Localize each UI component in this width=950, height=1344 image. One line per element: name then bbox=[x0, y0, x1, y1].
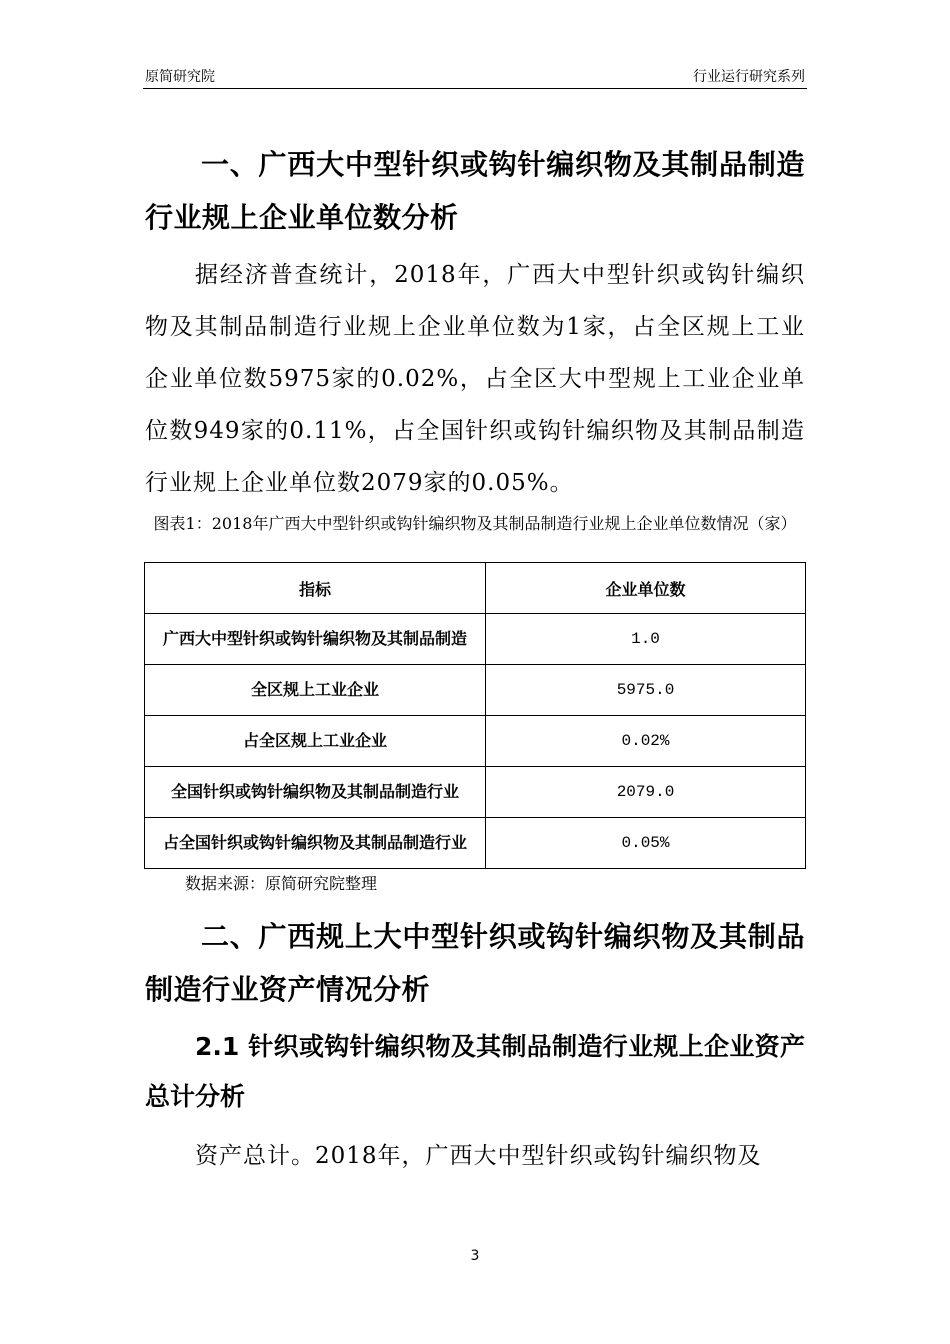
table-row bbox=[145, 818, 806, 869]
row-value: 0.02% bbox=[486, 716, 806, 767]
row-label: 全区规上工业企业 bbox=[145, 665, 486, 716]
section-1-paragraph: 据经济普查统计，2018年，广西大中型针织或钩针编织物及其制品制造行业规上企业单位数为1家，占全区规上工业企业单位数5975家的0.02%，占全区大中型规上工业企业单位数949家的0.11%，占全国针织或钩针编织物及其制品制造行业规上企业单位数2079家的0.05%。 bbox=[145, 262, 805, 496]
header-divider bbox=[143, 88, 807, 89]
row-label: 广西大中型针织或钩针编织物及其制品制造 bbox=[145, 614, 486, 665]
row-label: 全国针织或钩针编织物及其制品制造行业 bbox=[145, 767, 486, 818]
table-header-row bbox=[145, 563, 806, 614]
subsection-2-1-heading: 2.1 针织或钩针编织物及其制品制造行业规上企业资产总计分析 bbox=[145, 1032, 805, 1111]
table-source: 数据来源：原简研究院整理 bbox=[185, 874, 378, 893]
header-right: 行业运行研究系列 bbox=[693, 69, 805, 85]
header-left: 原简研究院 bbox=[145, 69, 215, 85]
section-2-heading: 二、广西规上大中型针织或钩针编织物及其制品制造行业资产情况分析 bbox=[145, 920, 805, 1006]
row-value: 0.05% bbox=[486, 818, 806, 869]
table-row bbox=[145, 716, 806, 767]
section-2-paragraph: 资产总计。2018年，广西大中型针织或钩针编织物及 bbox=[195, 1143, 762, 1169]
row-label: 占全区规上工业企业 bbox=[145, 716, 486, 767]
column-header: 指标 bbox=[145, 563, 486, 614]
row-value: 2079.0 bbox=[486, 767, 806, 818]
table-row bbox=[145, 665, 806, 716]
row-value: 1.0 bbox=[486, 614, 806, 665]
table-row bbox=[145, 614, 806, 665]
data-table bbox=[144, 562, 806, 869]
page-number: 3 bbox=[470, 1248, 480, 1264]
column-header: 企业单位数 bbox=[486, 563, 806, 614]
table-caption: 图表1：2018年广西大中型针织或钩针编织物及其制品制造行业规上企业单位数情况（家） bbox=[153, 514, 797, 533]
table-row bbox=[145, 767, 806, 818]
row-value: 5975.0 bbox=[486, 665, 806, 716]
section-1-heading: 一、广西大中型针织或钩针编织物及其制品制造行业规上企业单位数分析 bbox=[145, 148, 805, 234]
row-label: 占全国针织或钩针编织物及其制品制造行业 bbox=[145, 818, 486, 869]
